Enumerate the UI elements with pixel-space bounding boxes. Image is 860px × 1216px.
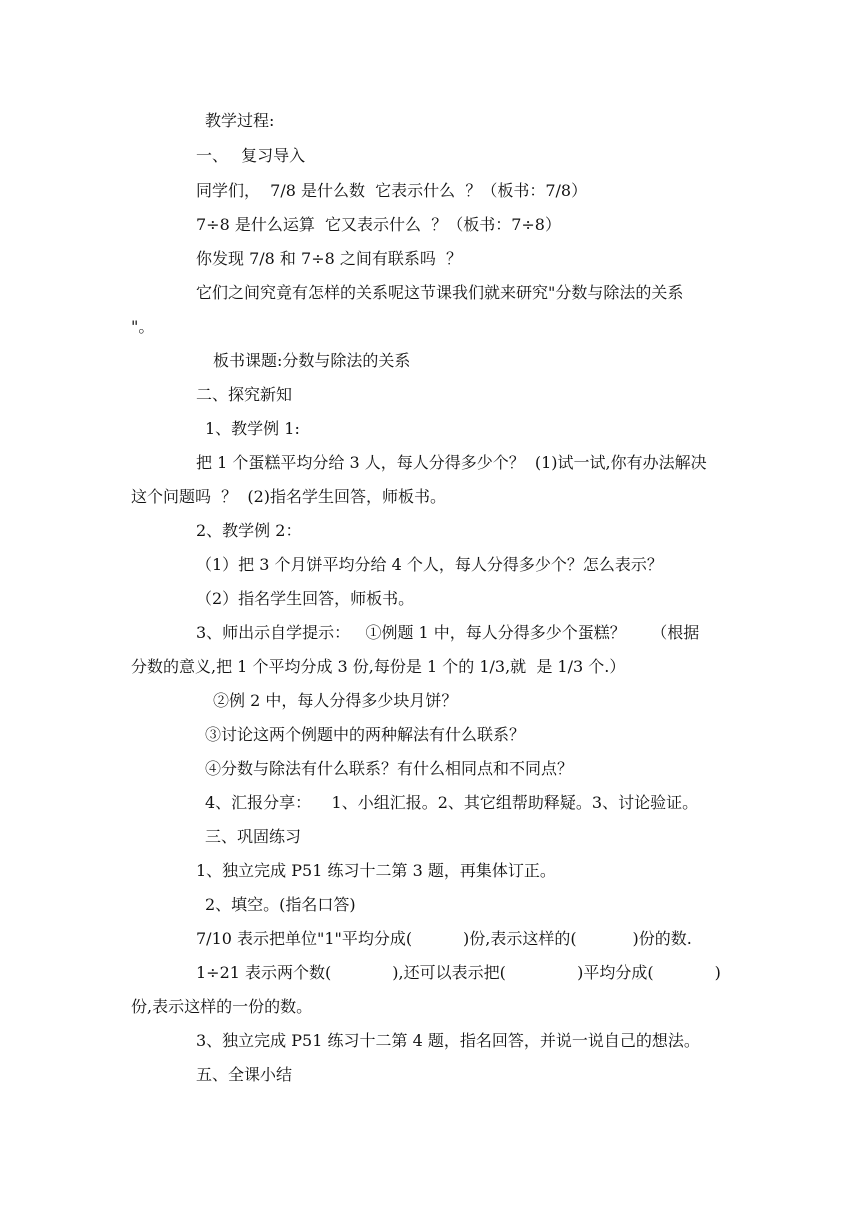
paragraph-line: 把 1 个蛋糕平均分给 3 人，每人分得多少个？ (1)试一试,你有办法解决 xyxy=(196,453,707,472)
paragraph-line: 3、独立完成 P51 练习十二第 4 题，指名回答，并说一说自己的想法。 xyxy=(196,1031,700,1050)
paragraph-line: 份,表示这样的一份的数。 xyxy=(131,997,313,1016)
paragraph-line: 2、填空。(指名口答) xyxy=(205,895,356,914)
section-heading-practice: 三、巩固练习 xyxy=(205,827,302,846)
paragraph-line: （1）把 3 个月饼平均分给 4 个人，每人分得多少个？怎么表示？ xyxy=(196,555,663,574)
paragraph-line: 1、独立完成 P51 练习十二第 3 题，再集体订正。 xyxy=(196,861,556,880)
paragraph-line: 它们之间究竟有怎样的关系呢这节课我们就来研究"分数与除法的关系 xyxy=(196,283,684,302)
paragraph-line: 同学们， 7/8 是什么数 它表示什么 ？（板书：7/8） xyxy=(196,181,588,200)
paragraph-line: 3、师出示自学提示： ①例题 1 中，每人分得多少个蛋糕？ （根据 xyxy=(196,623,700,642)
paragraph-line: "。 xyxy=(131,317,155,336)
paragraph-line: 7÷8 是什么运算 它又表示什么 ？（板书：7÷8） xyxy=(196,215,561,234)
paragraph-line: 4、汇报分享： 1、小组汇报。2、其它组帮助释疑。3、讨论验证。 xyxy=(205,793,699,812)
subheading-example-2: 2、教学例 2： xyxy=(196,521,302,540)
section-heading-explore: 二、探究新知 xyxy=(196,385,293,404)
board-title: 板书课题:分数与除法的关系 xyxy=(213,351,411,370)
paragraph-line: 1÷21 表示两个数( ),还可以表示把( )平均分成( ) xyxy=(196,963,721,982)
paragraph-line: 你发现 7/8 和 7÷8 之间有联系吗 ？ xyxy=(196,249,463,268)
paragraph-line: 这个问题吗 ？ (2)指名学生回答，师板书。 xyxy=(131,487,447,506)
subheading-example-1: 1、教学例 1: xyxy=(205,419,300,438)
paragraph-line: 7/10 表示把单位"1"平均分成( )份,表示这样的( )份的数. xyxy=(196,929,692,948)
paragraph-line: 分数的意义,把 1 个平均分成 3 份,每份是 1 个的 1/3,就 是 1/3 个.） xyxy=(131,657,626,676)
heading-teaching-process: 教学过程: xyxy=(205,111,275,130)
section-heading-review: 一、 复习导入 xyxy=(196,146,306,165)
paragraph-line: （2）指名学生回答，师板书。 xyxy=(196,589,415,608)
paragraph-line: ②例 2 中，每人分得多少块月饼？ xyxy=(213,691,458,710)
paragraph-line: ③讨论这两个例题中的两种解法有什么联系？ xyxy=(205,725,526,744)
section-heading-summary: 五、全课小结 xyxy=(196,1065,293,1084)
paragraph-line: ④分数与除法有什么联系？有什么相同点和不同点？ xyxy=(205,759,574,778)
